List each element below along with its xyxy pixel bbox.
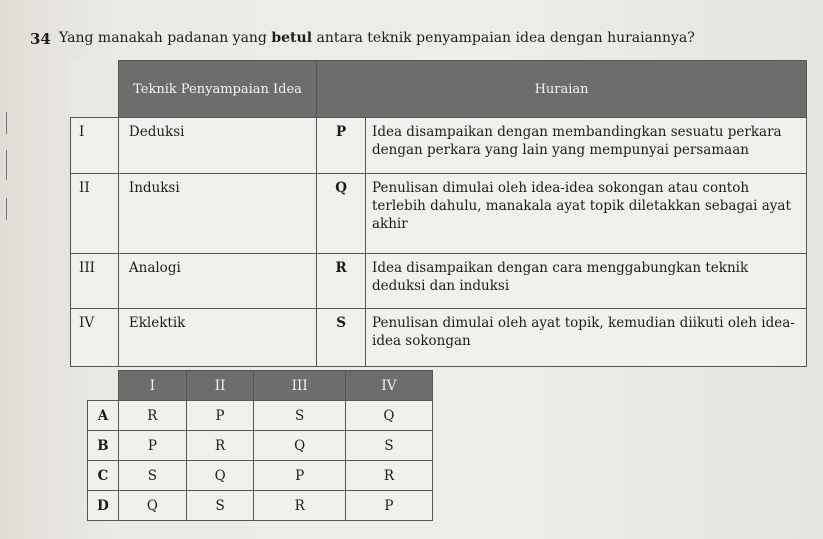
header-technique: Teknik Penyampaian Idea [118, 61, 316, 118]
option-cell: S [345, 431, 432, 461]
row-letter: Q [317, 174, 366, 254]
answer-option-a[interactable] [88, 401, 433, 431]
row-technique: Deduksi [118, 118, 316, 174]
header-spacer [71, 61, 119, 118]
row-technique: Eklektik [118, 309, 316, 367]
answer-header: IV [345, 371, 432, 401]
row-letter: R [317, 254, 366, 309]
option-label[interactable]: C [88, 461, 119, 491]
table-row [71, 118, 807, 174]
option-cell: P [254, 461, 345, 491]
table-row [71, 174, 807, 254]
question-text: Yang manakah padanan yang betul antara teknik penyampaian idea dengan huraiannya? [59, 30, 695, 46]
technique-table [70, 60, 807, 367]
answer-header: I [119, 371, 187, 401]
option-cell: Q [345, 401, 432, 431]
option-cell: P [186, 401, 254, 431]
option-cell: R [254, 491, 345, 521]
header-description: Huraian [317, 61, 807, 118]
margin-mark [6, 150, 7, 180]
row-technique: Induksi [118, 174, 316, 254]
row-description: Idea disampaikan dengan membandingkan sesuatu perkara dengan perkara yang lain yang mempunyai persamaan [366, 118, 807, 174]
row-letter: S [317, 309, 366, 367]
row-description: Penulisan dimulai oleh ayat topik, kemudian diikuti oleh idea-idea sokongan [366, 309, 807, 367]
question-number: 34 [30, 30, 51, 48]
answer-header: II [186, 371, 254, 401]
answer-option-d[interactable] [88, 491, 433, 521]
row-letter: P [317, 118, 366, 174]
option-cell: P [119, 431, 187, 461]
option-label[interactable]: B [88, 431, 119, 461]
margin-mark [6, 112, 7, 134]
header-spacer [88, 371, 119, 401]
row-roman: II [71, 174, 119, 254]
margin-mark [6, 198, 7, 220]
option-cell: Q [186, 461, 254, 491]
option-cell: S [254, 401, 345, 431]
option-label[interactable]: A [88, 401, 119, 431]
row-roman: IV [71, 309, 119, 367]
answer-options-table [87, 370, 433, 521]
answer-option-b[interactable] [88, 431, 433, 461]
option-cell: R [345, 461, 432, 491]
option-cell: S [186, 491, 254, 521]
answer-header: III [254, 371, 345, 401]
option-label[interactable]: D [88, 491, 119, 521]
row-description: Penulisan dimulai oleh idea-idea sokongan atau contoh terlebih dahulu, manakala ayat topik diletakkan sebagai ayat akhir [366, 174, 807, 254]
option-cell: S [119, 461, 187, 491]
option-cell: Q [254, 431, 345, 461]
row-roman: III [71, 254, 119, 309]
option-cell: R [186, 431, 254, 461]
row-technique: Analogi [118, 254, 316, 309]
option-cell: P [345, 491, 432, 521]
table-row [71, 309, 807, 367]
option-cell: R [119, 401, 187, 431]
answer-option-c[interactable] [88, 461, 433, 491]
option-cell: Q [119, 491, 187, 521]
row-description: Idea disampaikan dengan cara menggabungkan teknik deduksi dan induksi [366, 254, 807, 309]
row-roman: I [71, 118, 119, 174]
table-row [71, 254, 807, 309]
